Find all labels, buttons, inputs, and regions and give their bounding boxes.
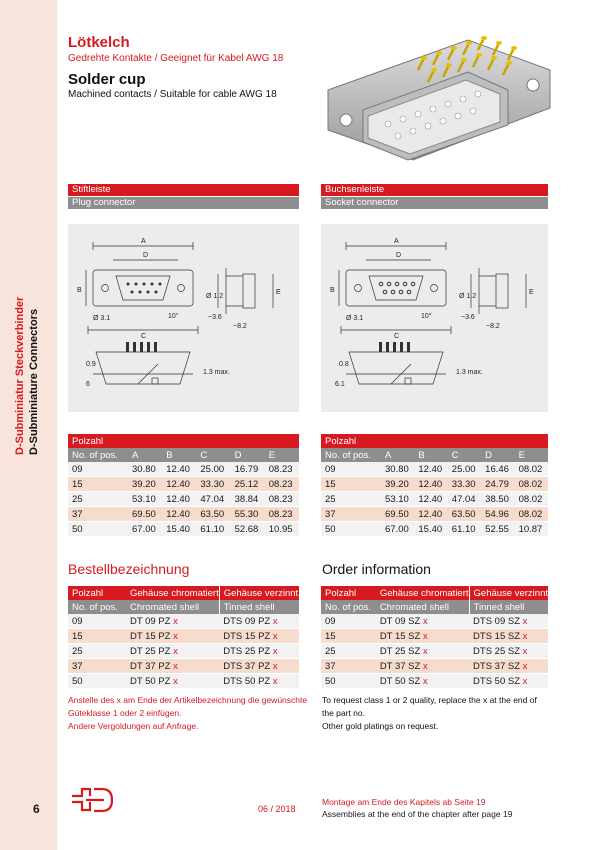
col-header: Polzahl <box>321 586 376 600</box>
plug-dim-d: D <box>143 252 149 259</box>
part-chromated: DT 37 PZ x <box>126 659 219 674</box>
plug-order-table <box>68 586 299 689</box>
part-tinned: DTS 15 PZ x <box>219 629 299 644</box>
cell: 63.50 <box>196 507 230 522</box>
plug-dim-a: A <box>141 238 146 245</box>
plug-dim-b: B <box>77 287 82 294</box>
cell: 16.79 <box>231 462 265 477</box>
cell: 25.12 <box>231 477 265 492</box>
socket-dim-82: ~8.2 <box>486 323 500 330</box>
cell: 67.00 <box>381 522 414 537</box>
part-chromated: DT 15 PZ x <box>126 629 219 644</box>
cell: 38.84 <box>231 492 265 507</box>
cell: 55.30 <box>231 507 265 522</box>
cell: 08.02 <box>515 462 548 477</box>
cell: 15.40 <box>414 522 447 537</box>
cell: 10.87 <box>515 522 548 537</box>
page-number: 6 <box>33 802 40 816</box>
part-tinned: DTS 25 PZ x <box>219 644 299 659</box>
product-image <box>318 30 558 180</box>
plug-dimension-table <box>68 434 299 537</box>
col-header: Chromated shell <box>126 600 219 614</box>
table-row <box>68 507 299 522</box>
plug-dim-dia12: Ø 1.2 <box>206 293 224 300</box>
cell: 61.10 <box>448 522 481 537</box>
plug-dim-09: 0.9 <box>86 361 96 368</box>
order-title-de: Bestellbezeichnung <box>68 561 190 577</box>
page-title-en: Solder cup <box>68 71 146 88</box>
cell: 15 <box>321 629 376 644</box>
cell: 33.30 <box>448 477 481 492</box>
note-line: Güteklasse 1 oder 2 einfügen. <box>68 708 182 718</box>
socket-dim-13: 1.3 max. <box>456 369 483 376</box>
page-title-de: Lötkelch <box>68 34 130 51</box>
col-header: Chromated shell <box>376 600 469 614</box>
cell: 09 <box>68 462 128 477</box>
cell: 12.40 <box>162 492 196 507</box>
cell: 08.02 <box>515 507 548 522</box>
socket-dim-dia12: Ø 1.2 <box>459 293 477 300</box>
table-row <box>68 629 299 644</box>
cell: 50 <box>321 674 376 689</box>
sidebar-title-de: D-Subminiatur Steckverbinder <box>14 296 26 455</box>
plug-drawing-box <box>68 224 299 412</box>
cell: 39.20 <box>128 477 162 492</box>
col-header: C <box>448 448 481 462</box>
cell: 50 <box>321 522 381 537</box>
cell: 30.80 <box>381 462 414 477</box>
socket-dim-a: A <box>394 238 399 245</box>
cell: 30.80 <box>128 462 162 477</box>
assembly-note-en: Assemblies at the end of the chapter after page 19 <box>322 809 513 819</box>
cell: 33.30 <box>196 477 230 492</box>
table-row <box>321 614 548 629</box>
col-header: D <box>481 448 514 462</box>
note-line: Andere Vergoldungen auf Anfrage. <box>68 721 199 731</box>
plug-label-de: Stiftleiste <box>68 184 299 196</box>
cell: 08.23 <box>265 492 299 507</box>
col-header: Tinned shell <box>219 600 299 614</box>
col-header: A <box>381 448 414 462</box>
cell: 16.46 <box>481 462 514 477</box>
part-chromated: DT 25 PZ x <box>126 644 219 659</box>
socket-label-de: Buchsenleiste <box>321 184 548 196</box>
table-row <box>321 507 548 522</box>
cell: 08.02 <box>515 492 548 507</box>
cell: 25 <box>321 492 381 507</box>
cell: 08.02 <box>515 477 548 492</box>
part-chromated: DT 37 SZ x <box>376 659 469 674</box>
cell: 08.23 <box>265 477 299 492</box>
part-tinned: DTS 50 SZ x <box>469 674 548 689</box>
cell: 37 <box>321 507 381 522</box>
socket-dim-b: B <box>330 287 335 294</box>
cell: 69.50 <box>381 507 414 522</box>
plug-dim-angle: 10° <box>168 313 179 320</box>
page-subtitle-de: Gedrehte Kontakte / Geeignet für Kabel AWG 18 <box>68 53 284 64</box>
assembly-note <box>322 796 512 820</box>
part-tinned: DTS 37 PZ x <box>219 659 299 674</box>
order-note-en <box>322 694 562 733</box>
plug-dim-table-group: Polzahl <box>68 434 299 448</box>
cell: 54.96 <box>481 507 514 522</box>
col-header: D <box>231 448 265 462</box>
cell: 12.40 <box>414 492 447 507</box>
table-row <box>68 659 299 674</box>
cell: 12.40 <box>414 462 447 477</box>
table-row <box>68 492 299 507</box>
cell: 25.00 <box>448 462 481 477</box>
sidebar-text <box>8 245 53 455</box>
cell: 12.40 <box>162 477 196 492</box>
cell: 10.95 <box>265 522 299 537</box>
col-header: Polzahl <box>68 586 126 600</box>
socket-drawing-box <box>321 224 548 412</box>
cell: 37 <box>68 507 128 522</box>
socket-drawing <box>321 224 548 412</box>
col-header: No. of pos. <box>321 448 381 462</box>
cell: 12.40 <box>162 507 196 522</box>
sidebar-title-en: D-Subminiature Connectors <box>28 308 40 455</box>
table-row <box>321 644 548 659</box>
cell: 25.00 <box>196 462 230 477</box>
cell: 12.40 <box>414 507 447 522</box>
col-header: Gehäuse chromatiert <box>376 586 469 600</box>
order-note-de <box>68 694 308 733</box>
cell: 37 <box>68 659 126 674</box>
col-header: Tinned shell <box>469 600 548 614</box>
page-subtitle-en: Machined contacts / Suitable for cable AWG 18 <box>68 89 277 100</box>
table-row <box>321 522 548 537</box>
table-row <box>68 477 299 492</box>
cell: 15.40 <box>162 522 196 537</box>
cell: 09 <box>321 462 381 477</box>
cell: 53.10 <box>381 492 414 507</box>
cell: 08.23 <box>265 462 299 477</box>
note-line: the part no. <box>322 708 366 718</box>
col-header: A <box>128 448 162 462</box>
cell: 47.04 <box>448 492 481 507</box>
cell: 69.50 <box>128 507 162 522</box>
socket-dim-c: C <box>394 333 400 340</box>
table-row <box>321 492 548 507</box>
part-tinned: DTS 09 PZ x <box>219 614 299 629</box>
cell: 47.04 <box>196 492 230 507</box>
cell: 15 <box>321 477 381 492</box>
part-tinned: DTS 50 PZ x <box>219 674 299 689</box>
cell: 50 <box>68 522 128 537</box>
cell: 25 <box>321 644 376 659</box>
plug-dim-82: ~8.2 <box>233 323 247 330</box>
cell: 24.79 <box>481 477 514 492</box>
socket-dim-08: 0.8 <box>339 361 349 368</box>
part-chromated: DT 50 SZ x <box>376 674 469 689</box>
col-header: E <box>265 448 299 462</box>
cell: 15 <box>68 477 128 492</box>
table-row <box>68 644 299 659</box>
plug-dim-e: E <box>276 289 281 296</box>
socket-order-table <box>321 586 548 689</box>
cell: 12.40 <box>414 477 447 492</box>
col-header: Gehäuse verzinnt <box>219 586 299 600</box>
cell: 12.40 <box>162 462 196 477</box>
part-tinned: DTS 37 SZ x <box>469 659 548 674</box>
cell: 15 <box>68 629 126 644</box>
part-chromated: DT 09 SZ x <box>376 614 469 629</box>
socket-dim-angle: 10° <box>421 313 432 320</box>
socket-dim-61: 6.1 <box>335 381 345 388</box>
part-chromated: DT 50 PZ x <box>126 674 219 689</box>
col-header: C <box>196 448 230 462</box>
table-row <box>68 522 299 537</box>
part-chromated: DT 15 SZ x <box>376 629 469 644</box>
plug-dim-13: 1.3 max. <box>203 369 230 376</box>
plug-dim-hole: Ø 3.1 <box>93 315 111 322</box>
plug-dim-6: 6 <box>86 381 90 388</box>
col-header: Gehäuse verzinnt <box>469 586 548 600</box>
part-chromated: DT 09 PZ x <box>126 614 219 629</box>
cell: 52.55 <box>481 522 514 537</box>
socket-dim-table-group: Polzahl <box>321 434 548 448</box>
socket-label-en: Socket connector <box>321 197 548 209</box>
socket-dimension-table <box>321 434 548 537</box>
cell: 67.00 <box>128 522 162 537</box>
socket-dim-d: D <box>396 252 402 259</box>
cell: 37 <box>321 659 376 674</box>
table-row <box>68 614 299 629</box>
cell: 39.20 <box>381 477 414 492</box>
plug-dim-c: C <box>141 333 147 340</box>
cell: 61.10 <box>196 522 230 537</box>
table-row <box>321 477 548 492</box>
col-header: No. of pos. <box>68 448 128 462</box>
cell: 09 <box>321 614 376 629</box>
part-tinned: DTS 09 SZ x <box>469 614 548 629</box>
cell: 25 <box>68 492 128 507</box>
col-header: No. of pos. <box>68 600 126 614</box>
col-header: B <box>162 448 196 462</box>
part-tinned: DTS 25 SZ x <box>469 644 548 659</box>
cell: 09 <box>68 614 126 629</box>
table-row <box>321 629 548 644</box>
order-title-en: Order information <box>322 561 431 577</box>
table-row <box>68 462 299 477</box>
note-line: To request class 1 or 2 quality, replace the x at the end of <box>322 695 537 705</box>
col-header: No. of pos. <box>321 600 376 614</box>
cell: 08.23 <box>265 507 299 522</box>
col-header: B <box>414 448 447 462</box>
cell: 38.50 <box>481 492 514 507</box>
table-row <box>321 659 548 674</box>
col-header: E <box>515 448 548 462</box>
socket-dim-36: ~3.6 <box>461 314 475 321</box>
cell: 63.50 <box>448 507 481 522</box>
table-row <box>68 674 299 689</box>
plug-drawing <box>68 224 299 412</box>
note-line: Other gold platings on request. <box>322 721 439 731</box>
company-logo-icon <box>68 786 116 816</box>
print-date: 06 / 2018 <box>258 804 296 814</box>
cell: 52.68 <box>231 522 265 537</box>
col-header: Gehäuse chromatiert <box>126 586 219 600</box>
table-row <box>321 462 548 477</box>
plug-label-en: Plug connector <box>68 197 299 209</box>
assembly-note-de: Montage am Ende des Kapitels ab Seite 19 <box>322 797 486 807</box>
note-line: Anstelle des x am Ende der Artikelbezeichnung die gewünschte <box>68 695 308 705</box>
table-row <box>321 674 548 689</box>
cell: 53.10 <box>128 492 162 507</box>
cell: 25 <box>68 644 126 659</box>
plug-dim-36: ~3.6 <box>208 314 222 321</box>
part-chromated: DT 25 SZ x <box>376 644 469 659</box>
cell: 50 <box>68 674 126 689</box>
part-tinned: DTS 15 SZ x <box>469 629 548 644</box>
socket-dim-hole: Ø 3.1 <box>346 315 364 322</box>
socket-dim-e: E <box>529 289 534 296</box>
